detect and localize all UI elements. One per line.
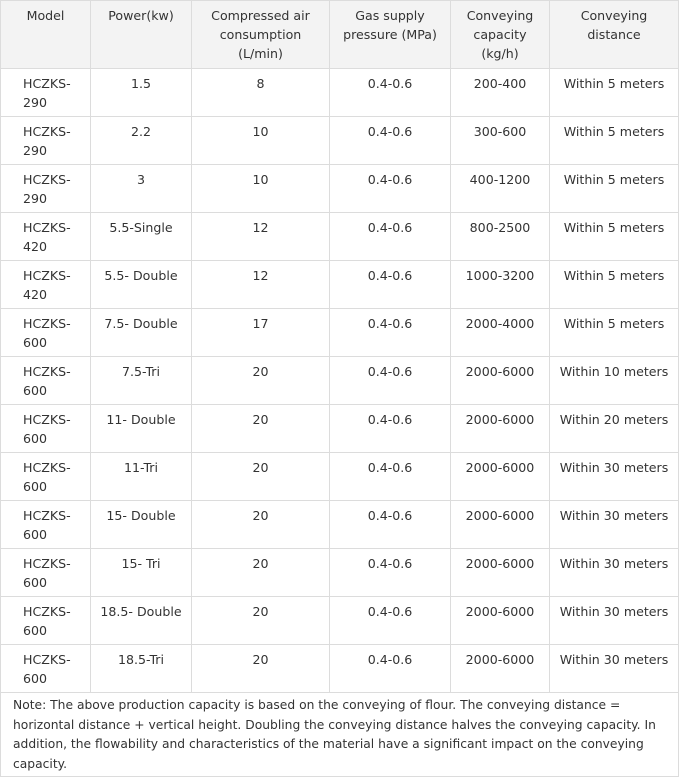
cell-distance: Within 10 meters (550, 357, 679, 405)
table-row (1, 117, 679, 165)
cell-power: 7.5- Double (91, 309, 192, 357)
cell-air-consumption: 20 (192, 357, 330, 405)
cell-air-consumption: 20 (192, 597, 330, 645)
cell-model (1, 405, 91, 453)
cell-model (1, 645, 91, 693)
header-gas-pressure-label: Gas supply pressure (MPa) (343, 8, 437, 42)
header-power-label: Power(kw) (108, 8, 174, 23)
cell-distance: Within 30 meters (550, 549, 679, 597)
model-series: HCZKS- (23, 364, 71, 379)
table-row (1, 597, 679, 645)
model-series: HCZKS- (23, 316, 71, 331)
model-series: HCZKS- (23, 220, 71, 235)
cell-air-consumption: 20 (192, 501, 330, 549)
cell-model (1, 501, 91, 549)
cell-air-consumption: 17 (192, 309, 330, 357)
model-number: 420 (23, 287, 48, 302)
model-number: 600 (23, 479, 48, 494)
header-model-label: Model (26, 8, 65, 23)
model-series: HCZKS- (23, 172, 71, 187)
cell-power: 5.5-Single (91, 213, 192, 261)
cell-power: 11-Tri (91, 453, 192, 501)
table-body (1, 69, 679, 693)
cell-air-consumption: 8 (192, 69, 330, 117)
cell-capacity: 2000-4000 (451, 309, 550, 357)
cell-power: 18.5-Tri (91, 645, 192, 693)
cell-distance: Within 5 meters (550, 309, 679, 357)
table-header (1, 1, 679, 69)
cell-power: 18.5- Double (91, 597, 192, 645)
cell-model (1, 309, 91, 357)
cell-air-consumption: 20 (192, 453, 330, 501)
cell-gas-pressure: 0.4-0.6 (330, 69, 451, 117)
table-row (1, 69, 679, 117)
cell-distance: Within 30 meters (550, 453, 679, 501)
cell-capacity: 2000-6000 (451, 597, 550, 645)
cell-distance: Within 5 meters (550, 69, 679, 117)
cell-model (1, 357, 91, 405)
cell-power: 11- Double (91, 405, 192, 453)
table-row (1, 261, 679, 309)
model-series: HCZKS- (23, 556, 71, 571)
cell-model (1, 261, 91, 309)
cell-air-consumption: 20 (192, 645, 330, 693)
cell-distance: Within 20 meters (550, 405, 679, 453)
cell-power: 1.5 (91, 69, 192, 117)
model-series: HCZKS- (23, 124, 71, 139)
cell-gas-pressure: 0.4-0.6 (330, 213, 451, 261)
header-distance (550, 1, 679, 69)
cell-gas-pressure: 0.4-0.6 (330, 117, 451, 165)
model-series: HCZKS- (23, 604, 71, 619)
cell-gas-pressure: 0.4-0.6 (330, 405, 451, 453)
model-number: 600 (23, 623, 48, 638)
cell-air-consumption: 10 (192, 117, 330, 165)
cell-capacity: 2000-6000 (451, 501, 550, 549)
table-row (1, 165, 679, 213)
cell-model (1, 549, 91, 597)
cell-model (1, 165, 91, 213)
cell-power: 5.5- Double (91, 261, 192, 309)
model-series: HCZKS- (23, 412, 71, 427)
cell-distance: Within 30 meters (550, 645, 679, 693)
cell-distance: Within 5 meters (550, 117, 679, 165)
model-number: 600 (23, 671, 48, 686)
cell-capacity: 2000-6000 (451, 405, 550, 453)
model-series: HCZKS- (23, 268, 71, 283)
cell-gas-pressure: 0.4-0.6 (330, 357, 451, 405)
cell-distance: Within 30 meters (550, 501, 679, 549)
cell-capacity: 1000-3200 (451, 261, 550, 309)
table-row (1, 645, 679, 693)
table-note: Note: The above production capacity is based on the conveying of flour. The conveying distance = horizontal distance + vertical height. Doubling the conveying distance halves the conveying capacity. In addition, the flowability and characteristics of the material have a significant impact on the conveying capacity. (1, 693, 679, 777)
header-capacity-label: Conveying capacity (kg/h) (466, 8, 534, 61)
model-series: HCZKS- (23, 652, 71, 667)
table-row (1, 405, 679, 453)
note-row (1, 693, 679, 777)
cell-gas-pressure: 0.4-0.6 (330, 453, 451, 501)
model-number: 290 (23, 191, 48, 206)
cell-capacity: 2000-6000 (451, 549, 550, 597)
cell-gas-pressure: 0.4-0.6 (330, 597, 451, 645)
header-air-consumption (192, 1, 330, 69)
table-row (1, 309, 679, 357)
cell-power: 2.2 (91, 117, 192, 165)
cell-capacity: 2000-6000 (451, 645, 550, 693)
cell-model (1, 597, 91, 645)
model-number: 290 (23, 95, 48, 110)
cell-capacity: 300-600 (451, 117, 550, 165)
cell-gas-pressure: 0.4-0.6 (330, 501, 451, 549)
header-row (1, 1, 679, 69)
cell-distance: Within 5 meters (550, 165, 679, 213)
cell-capacity: 200-400 (451, 69, 550, 117)
header-gas-pressure (330, 1, 451, 69)
header-air-consumption-label: Compressed air consumption (L/min) (211, 8, 310, 61)
header-power (91, 1, 192, 69)
model-number: 600 (23, 335, 48, 350)
table-row (1, 357, 679, 405)
table-row (1, 213, 679, 261)
model-number: 290 (23, 143, 48, 158)
cell-gas-pressure: 0.4-0.6 (330, 645, 451, 693)
model-series: HCZKS- (23, 76, 71, 91)
cell-model (1, 213, 91, 261)
header-distance-label: Conveying distance (580, 8, 648, 42)
cell-power: 15- Double (91, 501, 192, 549)
cell-capacity: 2000-6000 (451, 357, 550, 405)
model-number: 420 (23, 239, 48, 254)
cell-power: 3 (91, 165, 192, 213)
cell-capacity: 2000-6000 (451, 453, 550, 501)
model-series: HCZKS- (23, 508, 71, 523)
table-row (1, 549, 679, 597)
cell-air-consumption: 20 (192, 405, 330, 453)
model-number: 600 (23, 383, 48, 398)
table-row (1, 501, 679, 549)
model-number: 600 (23, 575, 48, 590)
cell-model (1, 453, 91, 501)
model-number: 600 (23, 527, 48, 542)
cell-air-consumption: 12 (192, 261, 330, 309)
cell-distance: Within 5 meters (550, 213, 679, 261)
cell-capacity: 800-2500 (451, 213, 550, 261)
model-number: 600 (23, 431, 48, 446)
cell-distance: Within 30 meters (550, 597, 679, 645)
cell-model (1, 69, 91, 117)
table-row (1, 453, 679, 501)
header-capacity (451, 1, 550, 69)
header-model (1, 1, 91, 69)
cell-gas-pressure: 0.4-0.6 (330, 165, 451, 213)
cell-power: 7.5-Tri (91, 357, 192, 405)
cell-gas-pressure: 0.4-0.6 (330, 549, 451, 597)
cell-capacity: 400-1200 (451, 165, 550, 213)
cell-air-consumption: 10 (192, 165, 330, 213)
cell-air-consumption: 20 (192, 549, 330, 597)
cell-air-consumption: 12 (192, 213, 330, 261)
cell-power: 15- Tri (91, 549, 192, 597)
cell-model (1, 117, 91, 165)
cell-distance: Within 5 meters (550, 261, 679, 309)
cell-gas-pressure: 0.4-0.6 (330, 261, 451, 309)
model-series: HCZKS- (23, 460, 71, 475)
cell-gas-pressure: 0.4-0.6 (330, 309, 451, 357)
